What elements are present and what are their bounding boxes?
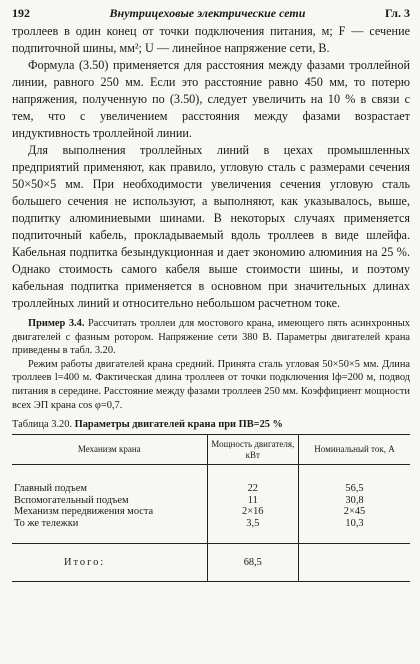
cell-mechanism: То же тележки (14, 517, 79, 529)
table-caption-title: Параметры двигателей крана при ПВ=25 % (74, 419, 283, 431)
chapter-label: Гл. 3 (384, 6, 410, 20)
table-caption-label: Таблица 3.20. (12, 419, 73, 431)
cell-mechanism: Вспомогательный подъем (14, 494, 129, 506)
example-paragraph-2: Режим работы двигателей крана средний. Принята сталь угловая 50×50×5 мм. Длина троллеев l=400 м. Фактическая длина троллеев от точки подключения lф=200 м, подвод питания в середине. Расстояние между фазами троллеев 250 мм. Коэффициент мощности всех ЭП крана cos φ=0,7. (12, 358, 410, 411)
cell-power: 22 (207, 465, 299, 495)
example-block (12, 317, 410, 412)
header-power: Мощность двигателя, кВт (207, 435, 299, 465)
cell-current: 56,5 (299, 465, 410, 495)
cell-mechanism: Механизм передвижения моста (14, 506, 154, 518)
cell-power: 3,5 (207, 518, 299, 544)
table-row (12, 495, 410, 507)
table-row (12, 506, 410, 518)
example-label: Пример 3.4. (28, 318, 85, 329)
paragraph-2: Формула (3.50) применяется для расстояния между фазами троллейной линии, равного 250 мм. Если это расстояние равно 450 мм, то потерю напряжения, полученную по (3.50), следует увеличить на 10 % в связи с тем, что с увеличением расстояния между фазами возрастает индуктивность троллейной линии. (12, 58, 410, 140)
running-header (12, 6, 410, 20)
header-mechanism: Механизм крана (12, 435, 207, 465)
cell-power: 11 (207, 495, 299, 507)
table-header-row (12, 435, 410, 465)
example-paragraph (12, 317, 410, 358)
cell-current: 10,3 (299, 518, 410, 544)
total-power: 68,5 (207, 544, 299, 582)
cell-current: 2×45 (299, 506, 410, 518)
cell-current: 30,8 (299, 495, 410, 507)
main-text (12, 23, 410, 312)
total-current-empty (299, 544, 410, 582)
table-row (12, 465, 410, 495)
header-current: Номинальный ток, А (299, 435, 410, 465)
paragraph-3: Для выполнения троллейных линий в цехах промышленных предприятий применяют, как правило, угловую сталь с размерами сечения 50×50×5 мм. При необходимости увеличения сечения угловую сталь большего сечения не используют, а выполняют, как указывалось, выше, подпитку алюминиевыми шинами. В некоторых случаях применяется подпиточный кабель, прокладываемый вдоль троллеев в виде шлейфа. Кабельная подпитка безындукционная и дает экономию алюминия на 25 %. Однако стоимость самого кабеля выше стоимости шины, и поэтому кабельная подпитка применяется в основном при значительных длинах троллейных линий и относительно небольшом расчетном токе. (12, 143, 410, 310)
table-total-row (12, 544, 410, 582)
example-text: Рассчитать троллеи для мостового крана, имеющего пять асинхронных двигателей с фазным ротором. Напряжение сети 380 В. Параметры двигателей крана приведены в табл. 3.20. (12, 318, 410, 357)
running-title: Внутрицеховые электрические сети (109, 6, 306, 20)
table-row (12, 518, 410, 544)
paragraph-1: троллеев в один конец от точки подключения питания, м; F — сечение подпиточной шины, мм²; U — линейное напряжение сети, В. (12, 24, 410, 55)
total-label: Итого: (12, 544, 207, 582)
table-caption (12, 418, 410, 431)
cell-mechanism: Главный подъем (14, 483, 87, 495)
motor-parameters-table (12, 434, 410, 582)
page-number: 192 (12, 6, 30, 20)
cell-power: 2×16 (207, 506, 299, 518)
